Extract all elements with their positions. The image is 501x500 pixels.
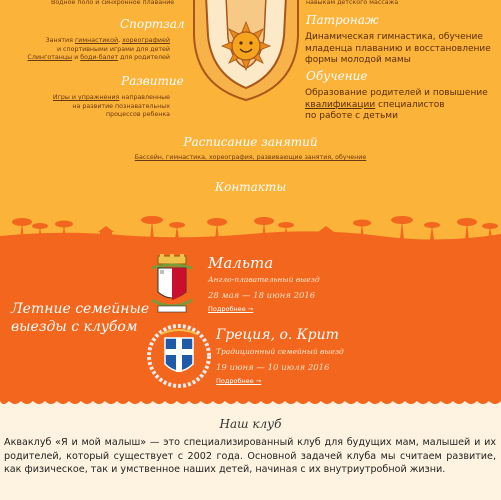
slingdance-link[interactable]: Слинготанцы [27,54,73,61]
massage-text: навыкам детского массажа [306,0,399,6]
patronage-line-1: Динамическая гимнастика, обучение [305,32,483,42]
games-link[interactable]: Игры и упражнения [52,94,120,101]
education-line-3: по работе с детьми [305,111,398,121]
choreography-link[interactable]: хореографией [122,37,170,44]
gym-line-3: Слинготанцы и боди-балет для родителей [27,54,170,61]
development-title[interactable]: Развитие [121,74,184,88]
gym-line-1: Занятия гимнастикой, хореографией [45,37,170,44]
contacts-link[interactable]: Контакты [214,180,287,194]
trip-crete-subtitle: Традиционный семейный выезд [216,347,344,356]
club-heading: Наш клуб [219,417,282,431]
trip-malta-title[interactable]: Мальта [208,254,274,272]
education-line-2: квалификации специалистов [305,99,445,110]
patronage-line-3: формы молодой мамы [305,55,411,65]
education-line-1: Образование родителей и повышение [305,88,488,98]
trip-crete-title[interactable]: Греция, о. Крит [216,327,339,343]
development-line-2: на развитие познавательных [72,102,170,110]
trip-crete-more-link[interactable]: Подробнее → [216,377,262,385]
trip-crete-dates: 19 июня — 10 июля 2016 [216,363,330,373]
bodyballet-link[interactable]: боди-балет [80,54,118,61]
gym-line-2: и спортивными играми для детей [56,45,170,53]
club-logo-icon [186,0,306,104]
trips-heading [11,300,149,336]
schedule-title[interactable]: Расписание занятий [183,135,318,149]
palm-silhouette-decoration [0,210,501,246]
trip-malta-dates: 28 мая — 18 июня 2016 [208,291,316,301]
gymnastics-link[interactable]: гимнастикой [74,37,119,44]
trips-heading-line-2: выезды с клубом [11,319,138,335]
patronage-line-2: младенца плаванию и восстановление [305,43,491,54]
service-waterpolo-text: Водное поло и синхронное плавание [51,0,175,6]
trip-malta-subtitle: Англо-плавательный выезд [208,275,320,284]
greece-crest-icon[interactable] [147,324,211,388]
development-line-1: Игры и упражнения направленные [52,94,170,101]
gym-title[interactable]: Спортзал [120,17,185,31]
development-line-3: процессов ребенка [105,111,170,118]
patronage-title[interactable]: Патронаж [306,13,379,27]
trip-malta-more-link[interactable]: Подробнее → [208,305,254,313]
schedule-links[interactable]: Бассейн, гимнастика, хореография, развивающие занятия, обучение [134,154,367,161]
malta-crest-icon[interactable] [148,254,196,316]
qualification-link[interactable]: квалификации [305,99,376,110]
wave-divider [0,395,501,409]
trips-heading-line-1: Летние семейные [11,301,150,317]
club-description: Акваклуб «Я и мой малыш» — это специализированный клуб для будущих мам, малышей и их родителей, который существует с 2002 года. Основной задачей клуба мы считаем развитие, как физическое, так и умственное наших детей, начиная с их внутриутробной жизни. [4,437,496,475]
education-title[interactable]: Обучение [306,69,368,83]
